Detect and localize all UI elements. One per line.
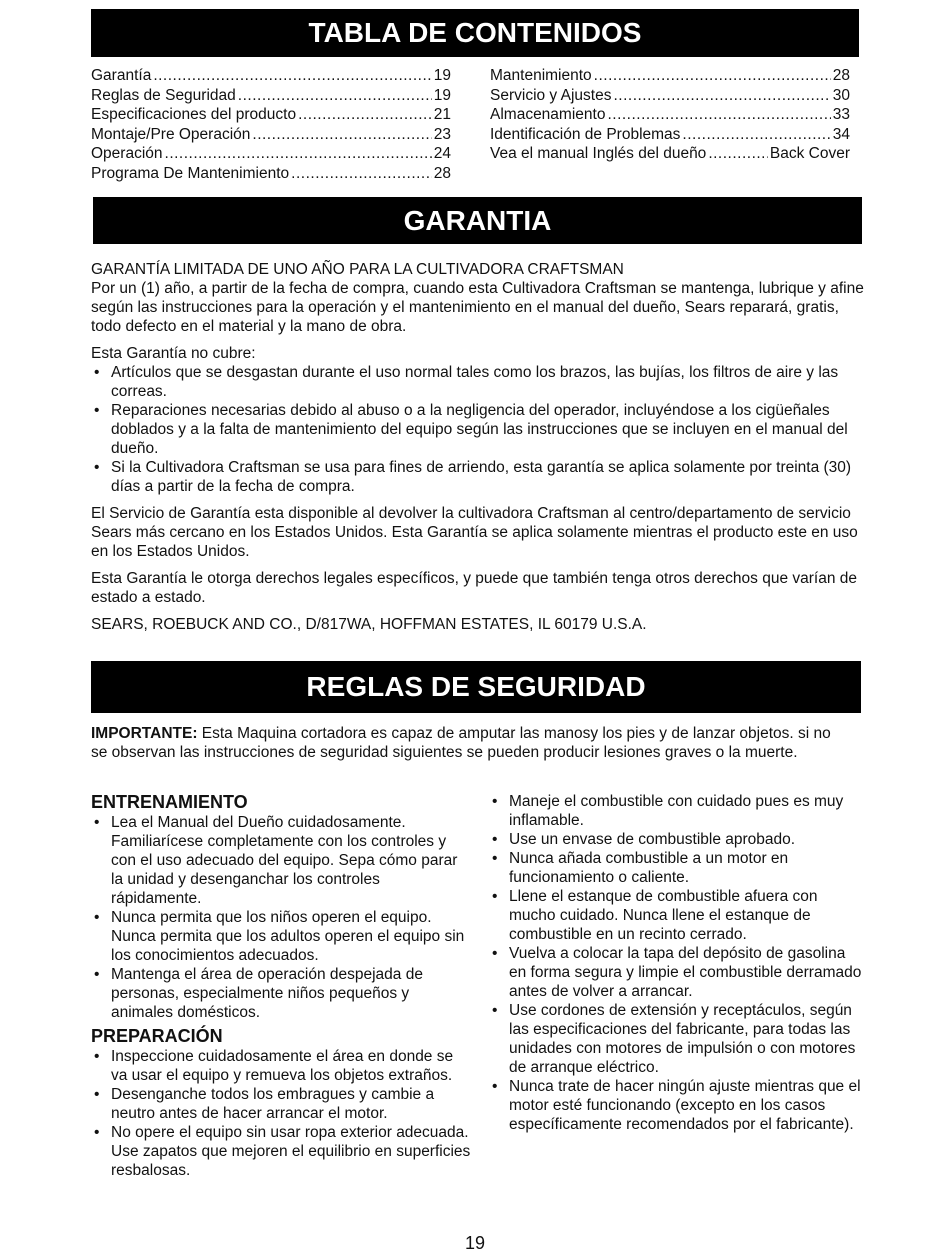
entrenamiento-list xyxy=(91,813,471,1022)
list-item: • Artículos que se desgastan durante el uso normal tales como los brazos, las bujías, los filtros de aire y las correas. xyxy=(91,363,866,401)
list-item: • Lea el Manual del Dueño cuidadosamente. Familiarícese completamente con los controles y con el uso adecuado del equipo. Sepa cómo parar la unidad y desenganchar los controles rápidamente. xyxy=(91,813,471,908)
toc-entry-label: Mantenimiento xyxy=(490,67,592,84)
list-item: • Nunca permita que los niños operen el equipo. Nunca permita que los adultos operen el equipo sin los conocimientos adecuados. xyxy=(91,908,471,965)
toc-entry-page: 19 xyxy=(433,86,451,104)
combustible-list xyxy=(489,792,864,1134)
toc-leader xyxy=(153,66,431,86)
toc-entry-page: 33 xyxy=(832,106,850,123)
toc-right-column xyxy=(490,66,850,164)
toc-left-column xyxy=(91,66,451,183)
entrenamiento-heading: ENTRENAMIENTO xyxy=(91,792,248,812)
toc-leader xyxy=(298,105,432,125)
toc-leader xyxy=(708,144,768,164)
garantia-banner: GARANTIA xyxy=(93,197,862,244)
reglas-left-column xyxy=(91,792,471,1180)
toc-leader xyxy=(682,125,830,145)
toc-entry-page: 23 xyxy=(433,125,451,143)
toc-entry-label: Programa De Mantenimiento xyxy=(91,164,290,182)
toc-entry-label: Especificaciones del producto xyxy=(91,106,297,123)
toc-leader xyxy=(613,86,830,106)
toc-leader xyxy=(607,105,830,125)
toc-entry xyxy=(490,125,850,145)
list-item: • Inspeccione cuidadosamente el área en donde se va usar el equipo y remueva los objetos extraños. xyxy=(91,1047,471,1085)
list-item: • Nunca trate de hacer ningún ajuste mientras que el motor esté funcionando (excepto en los casos específicamente recomendados por el fabricante). xyxy=(489,1077,864,1134)
toc-leader xyxy=(165,144,432,164)
toc-entry-page: 28 xyxy=(433,164,451,182)
garantia-heading: GARANTÍA LIMITADA DE UNO AÑO PARA LA CULTIVADORA CRAFTSMAN xyxy=(91,261,624,278)
toc-entry-page: 28 xyxy=(832,67,850,84)
list-item: • Desenganche todos los embragues y cambie a neutro antes de hacer arrancar el motor. xyxy=(91,1085,471,1123)
toc-entry-page: 24 xyxy=(433,145,451,162)
toc-entry xyxy=(91,105,451,125)
preparacion-heading: PREPARACIÓN xyxy=(91,1026,223,1046)
list-item: • Llene el estanque de combustible afuera con mucho cuidado. Nunca llene el estanque de combustible en un recinto cerrado. xyxy=(489,887,864,944)
reglas-right-column xyxy=(489,792,864,1134)
toc-entry-label: Identificación de Problemas xyxy=(490,125,681,143)
list-item: • Use un envase de combustible aprobado. xyxy=(489,830,864,849)
toc-entry xyxy=(490,105,850,125)
important-label: IMPORTANTE: xyxy=(91,725,198,742)
important-notice xyxy=(91,724,851,762)
important-text: Esta Maquina cortadora es capaz de amputar las manosy los pies y de lanzar objetos. si no se observan las instrucciones de seguridad siguientes se pueden producir lesiones graves o la muerte. xyxy=(91,725,831,761)
list-item: • Mantenga el área de operación despejada de personas, especialmente niños pequeños y animales domésticos. xyxy=(91,965,471,1022)
list-item: • Vuelva a colocar la tapa del depósito de gasolina en forma segura y limpie el combustible derramado antes de volver a arrancar. xyxy=(489,944,864,1001)
reglas-intro xyxy=(91,724,851,762)
toc-entry xyxy=(490,144,850,164)
toc-leader xyxy=(238,86,432,106)
toc-entry xyxy=(91,86,451,106)
toc-entry-page: 19 xyxy=(433,67,451,84)
list-item: • Nunca añada combustible a un motor en funcionamiento o caliente. xyxy=(489,849,864,887)
page-number: 19 xyxy=(464,1233,486,1253)
list-item: • Reparaciones necesarias debido al abuso o a la negligencia del operador, incluyéndose a los cigüeñales doblados y a la falta de mantenimiento del equipo según las instrucciones que se incluyen en el manual del dueño. xyxy=(91,401,866,458)
preparacion-list xyxy=(91,1047,471,1180)
garantia-paragraph: El Servicio de Garantía esta disponible al devolver la cultivadora Craftsman al centro/departamento de servicio Sears más cercano en los Estados Unidos. Esta Garantía se aplica solamente mientras el producto este en uso en los Estados Unidos. xyxy=(91,505,858,560)
list-item: • Si la Cultivadora Craftsman se usa para fines de arriendo, esta garantía se aplica solamente por treinta (30) días a partir de la fecha de compra. xyxy=(91,458,866,496)
toc-entry-label: Garantía xyxy=(91,67,152,84)
toc-entry-page: 21 xyxy=(433,106,451,123)
garantia-address: SEARS, ROEBUCK AND CO., D/817WA, HOFFMAN ESTATES, IL 60179 U.S.A. xyxy=(91,616,647,633)
toc-entry xyxy=(91,66,451,86)
toc-entry xyxy=(91,144,451,164)
list-item: • Use cordones de extensión y receptáculos, según las especificaciones del fabricante, para todas las unidades con motores de impulsión o con motores de arranque eléctrico. xyxy=(489,1001,864,1077)
toc-entry-label: Montaje/Pre Operación xyxy=(91,125,251,143)
toc-entry-label: Servicio y Ajustes xyxy=(490,86,612,104)
garantia-body xyxy=(91,260,866,634)
toc-entry-page: 34 xyxy=(832,125,850,143)
toc-entry xyxy=(490,66,850,86)
toc-entry-page: 30 xyxy=(832,86,850,104)
toc-entry-label: Almacenamiento xyxy=(490,106,606,123)
garantia-paragraph: Por un (1) año, a partir de la fecha de compra, cuando esta Cultivadora Craftsman se mantenga, lubrique y afine según las instrucciones para la operación y el mantenimiento en el manual del dueño, Sears reparará, gratis, todo defecto en el material y la mano de obra. xyxy=(91,280,864,335)
toc-entry-label: Operación xyxy=(91,145,163,162)
toc-entry xyxy=(91,164,451,184)
list-item: • No opere el equipo sin usar ropa exterior adecuada. Use zapatos que mejoren el equilibrio en superficies resbalosas. xyxy=(91,1123,471,1180)
toc-entry xyxy=(490,86,850,106)
toc-leader xyxy=(291,164,432,184)
garantia-paragraph: Esta Garantía le otorga derechos legales específicos, y puede que también tenga otros derechos que varían de estado a estado. xyxy=(91,570,858,606)
garantia-exclusions-list xyxy=(91,363,866,496)
toc-entry-page: Back Cover xyxy=(769,145,850,162)
toc-banner: TABLA DE CONTENIDOS xyxy=(91,9,859,57)
toc-leader xyxy=(252,125,431,145)
toc-entry xyxy=(91,125,451,145)
garantia-exclusions-intro: Esta Garantía no cubre: xyxy=(91,345,256,362)
list-item: • Maneje el combustible con cuidado pues es muy inflamable. xyxy=(489,792,864,830)
toc-leader xyxy=(594,66,831,86)
reglas-banner: REGLAS DE SEGURIDAD xyxy=(91,661,861,713)
toc-entry-label: Reglas de Seguridad xyxy=(91,86,236,104)
toc-entry-label: Vea el manual Inglés del dueño xyxy=(490,145,707,162)
